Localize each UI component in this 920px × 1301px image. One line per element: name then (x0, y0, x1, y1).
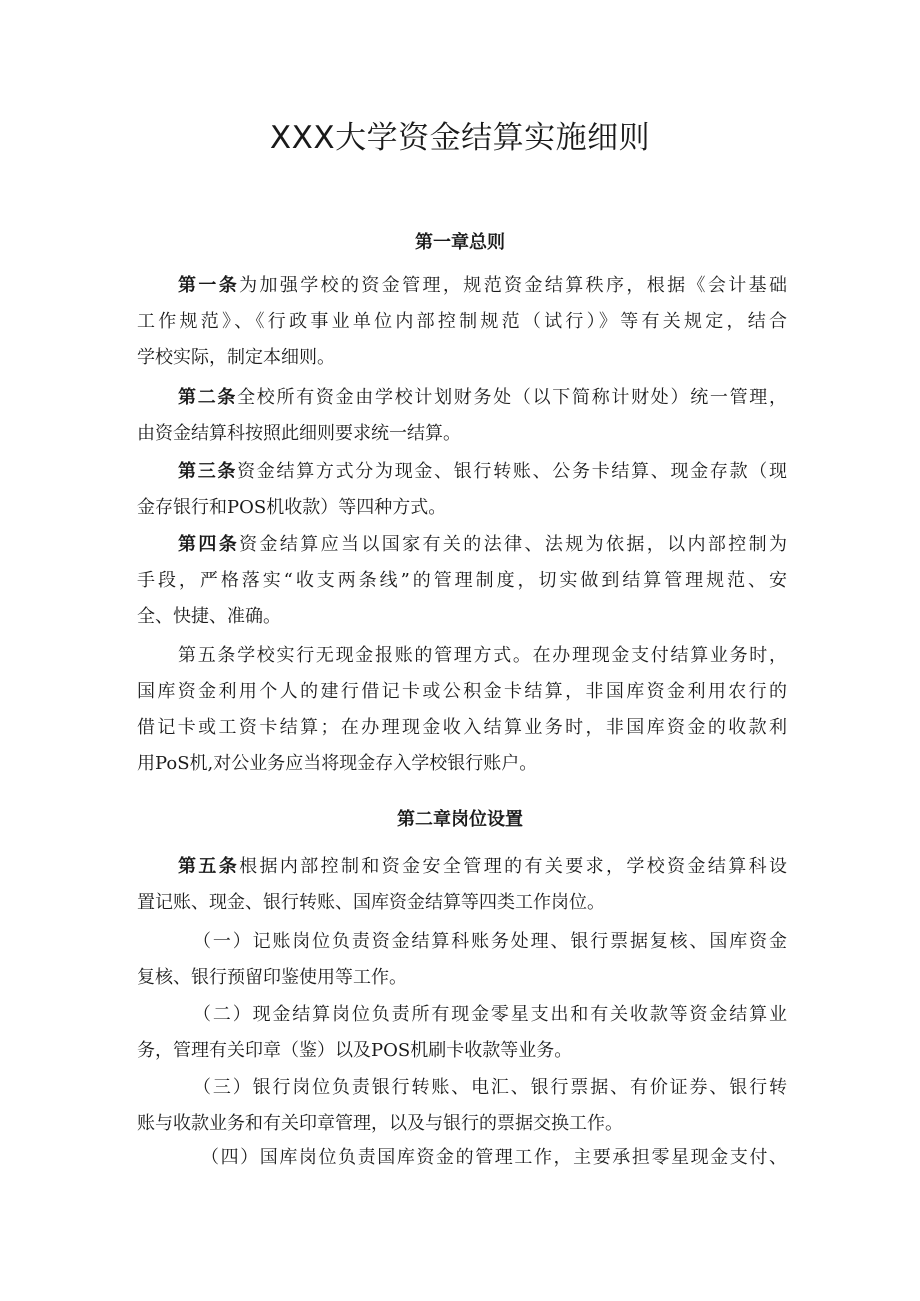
document-title: XXX大学资金结算实施细则 (269, 120, 651, 156)
paragraph-line: 借记卡或工资卡结算；在办理现金收入结算业务时，非国库资金的收款利 (137, 717, 787, 738)
chapter-2-heading: 第二章岗位设置 (397, 809, 523, 830)
paragraph-line: （一）记账岗位负责资金结算科账务处理、银行票据复核、国库资金 (193, 931, 787, 952)
paragraph-line: 账与收款业务和有关印章管理，以及与银行的票据交换工作。 (137, 1113, 623, 1134)
article-5a-paragraph (137, 638, 787, 782)
paragraph-line: （二）现金结算岗位负责所有现金零星支出和有关收款等资金结算业 (193, 1004, 787, 1025)
article-4-paragraph (137, 527, 787, 635)
paragraph-line: 全、快捷、准确。 (137, 606, 281, 627)
item-2-paragraph (137, 997, 787, 1069)
paragraph-line: 资金结算方式分为现金、银行转账、公务卡结算、现金存款（现 (237, 461, 788, 482)
paragraph-line: 金存银行和POS机收款）等四种方式。 (137, 497, 447, 518)
article-3-paragraph (137, 454, 787, 526)
article-5-label: 第五条 (178, 856, 240, 877)
article-3-label: 第三条 (178, 461, 238, 482)
item-3-paragraph (137, 1070, 787, 1142)
paragraph-line: （四）国库岗位负责国库资金的管理工作，主要承担零星现金支付、 (201, 1147, 787, 1168)
paragraph-line: 为加强学校的资金管理，规范资金结算秩序，根据《会计基础 (239, 275, 787, 296)
paragraph-line: 第五条学校实行无现金报账的管理方式。在办理现金支付结算业务时， (178, 645, 787, 666)
article-2-paragraph (137, 380, 787, 452)
paragraph-line: 根据内部控制和资金安全管理的有关要求，学校资金结算科设 (239, 856, 787, 877)
paragraph-line: 务，管理有关印章（鉴）以及POS机刷卡收款等业务。 (137, 1040, 573, 1061)
paragraph-line: 工作规范》、《行政事业单位内部控制规范（试行）》等有关规定，结合 (137, 311, 787, 332)
article-1-label: 第一条 (178, 275, 240, 296)
paragraph-line: 手段，严格落实“收支两条线”的管理制度，切实做到结算管理规范、安 (137, 570, 787, 591)
paragraph-line: 资金结算应当以国家有关的法律、法规为依据，以内部控制为 (239, 534, 787, 555)
item-1-paragraph (137, 924, 787, 996)
article-4-label: 第四条 (178, 534, 240, 555)
paragraph-line: 置记账、现金、银行转账、国库资金结算等四类工作岗位。 (137, 892, 605, 913)
article-1-paragraph (137, 268, 787, 376)
paragraph-line: 复核、银行预留印鉴使用等工作。 (137, 967, 407, 988)
paragraph-line: 学校实际，制定本细则。 (137, 347, 335, 368)
item-4-paragraph (137, 1140, 787, 1176)
article-2-label: 第二条 (178, 387, 238, 408)
chapter-1-heading: 第一章总则 (415, 232, 505, 253)
article-5b-paragraph (137, 849, 787, 921)
paragraph-line: 用PoS机,对公业务应当将现金存入学校银行账户。 (137, 753, 538, 774)
paragraph-line: 全校所有资金由学校计划财务处（以下简称计财处）统一管理， (237, 387, 788, 408)
paragraph-line: （三）银行岗位负责银行转账、电汇、银行票据、有价证券、银行转 (193, 1077, 787, 1098)
paragraph-line: 由资金结算科按照此细则要求统一结算。 (137, 423, 461, 444)
paragraph-line: 国库资金利用个人的建行借记卡或公积金卡结算，非国库资金利用农行的 (137, 681, 787, 702)
